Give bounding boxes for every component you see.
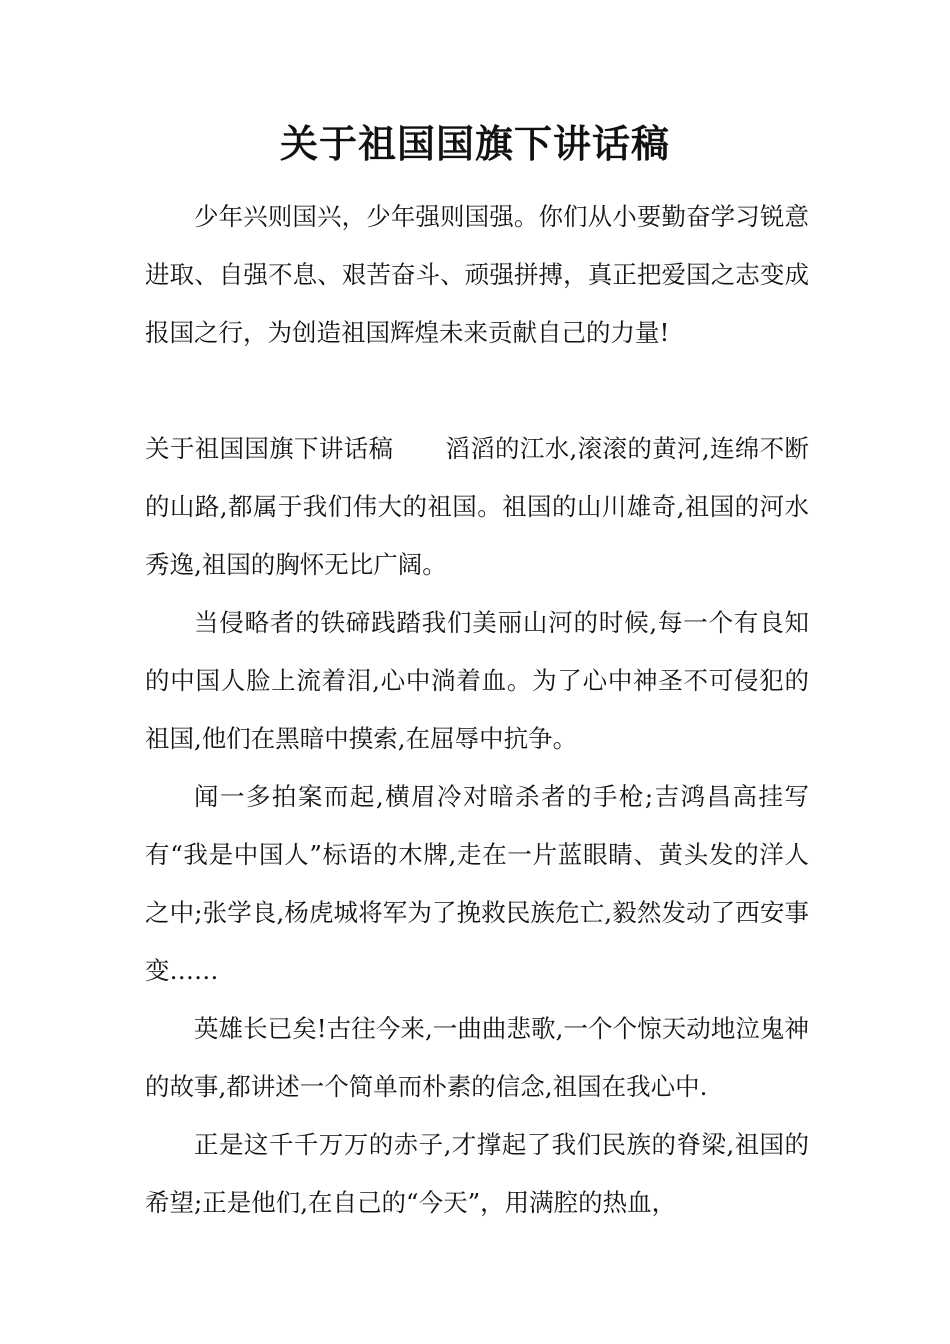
body-paragraph: 正是这千千万万的赤子,才撑起了我们民族的脊梁,祖国的希望;正是他们,在自己的“今天”，用满腔的热血， [145,1130,809,1217]
intro-paragraph: 少年兴则国兴，少年强则国强。你们从小要勤奋学习锐意进取、自强不息、艰苦奋斗、顽强拼搏，真正把爱国之志变成报国之行，为创造祖国辉煌未来贡献自己的力量! [145,202,809,347]
body-paragraph: 当侵略者的铁碲践踏我们美丽山河的时候,每一个有良知的中国人脸上流着泪,心中淌着血。为了心中神圣不可侵犯的祖国,他们在黑暗中摸索,在屈辱中抗争。 [145,608,809,753]
section-heading: 关于祖国国旗下讲话稿 [145,434,394,463]
section-first-paragraph-text: 滔滔的江水,滚滚的黄河,连绵不断的山路,都属于我们伟大的祖国。祖国的山川雄奇,祖国的河水秀逸,祖国的胸怀无比广阔。 [145,434,810,579]
document-body [145,188,809,1232]
document-title: 关于祖国国旗下讲话稿 [279,122,670,166]
body-paragraph: 英雄长已矣!古往今来,一曲曲悲歌,一个个惊天动地泣鬼神的故事,都讲述一个简单而朴素的信念,祖国在我心中. [145,1014,809,1101]
body-paragraph: 闻一多拍案而起,横眉冷对暗杀者的手枪;吉鸿昌高挂写有“我是中国人”标语的木牌,走在一片蓝眼睛、黄头发的洋人之中;张学良,杨虎城将军为了挽救民族危亡,毅然发动了西安事变…… [145,782,809,985]
section-first-paragraph [145,420,809,594]
paragraph-spacer [145,362,809,420]
